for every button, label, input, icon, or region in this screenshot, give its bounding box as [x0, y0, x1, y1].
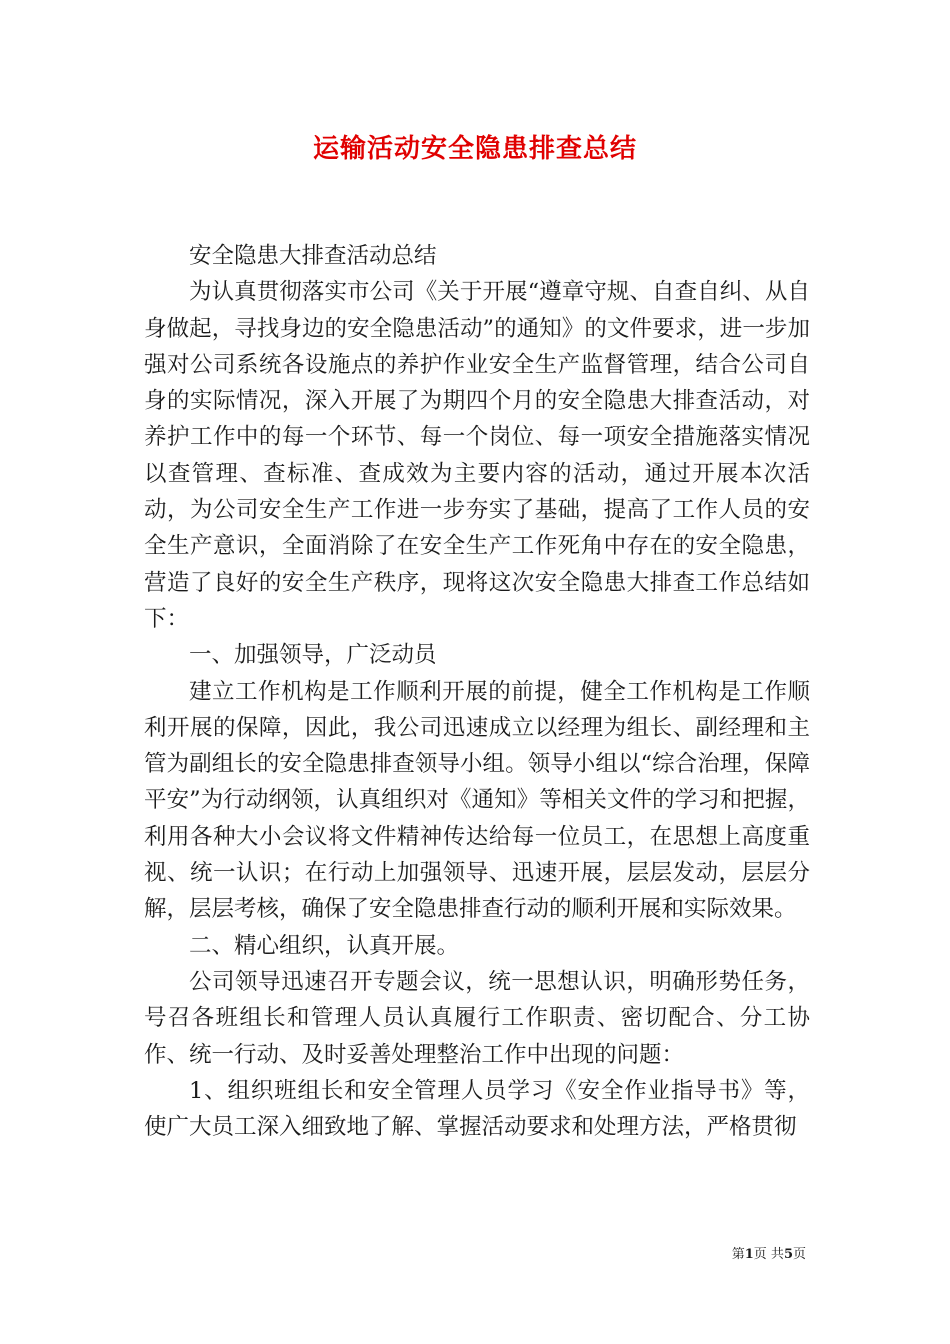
paragraph-section-1: 建立工作机构是工作顺利开展的前提，健全工作机构是工作顺利开展的保障，因此，我公司迅速成立以经理为组长、副经理和主管为副组长的安全隐患排查领导小组。领导小组以“综合治理，保障平安”为行动纲领，认真组织对《通知》等相关文件的学习和把握，利用各种大小会议将文件精神传达给每一位员工，在思想上高度重视、统一认识；在行动上加强领导、迅速开展，层层发动，层层分解，层层考核，确保了安全隐患排查行动的顺利开展和实际效果。: [144, 678, 810, 923]
paragraph-intro: 为认真贯彻落实市公司《关于开展“遵章守规、自查自纠、从自身做起，寻找身边的安全隐患活动”的通知》的文件要求，进一步加强对公司系统各设施点的养护作业安全生产监督管理，结合公司自身的实际情况，深入开展了为期四个月的安全隐患大排查活动，对养护工作中的每一个环节、每一个岗位、每一项安全措施落实情况以查管理、查标准、查成效为主要内容的活动，通过开展本次活动，为公司安全生产工作进一步夯实了基础，提高了工作人员的安全生产意识，全面消除了在安全生产工作死角中存在的安全隐患，营造了良好的安全生产秩序，现将这次安全隐患大排查工作总结如下：: [144, 279, 810, 632]
footer-prefix: 第: [731, 1247, 745, 1262]
document-title: 运输活动安全隐患排查总结: [312, 134, 637, 164]
page-number-footer: [732, 1247, 806, 1263]
document-body: [144, 238, 810, 1145]
paragraph-subtitle: 安全隐患大排查活动总结: [189, 243, 437, 269]
paragraph-item-1: 1、组织班组长和安全管理人员学习《安全作业指导书》等，使广大员工深入细致地了解、掌握活动要求和处理方法，严格贯彻: [144, 1077, 810, 1141]
footer-current-page: 1: [744, 1247, 754, 1262]
paragraph-section-2: 公司领导迅速召开专题会议，统一思想认识，明确形势任务，号召各班组长和管理人员认真履行工作职责、密切配合、分工协作、统一行动、及时妥善处理整治工作中出现的问题：: [144, 968, 810, 1068]
footer-suffix: 页: [792, 1247, 806, 1262]
section-heading-2: 二、精心组织，认真开展。: [189, 932, 460, 959]
footer-total-pages: 5: [783, 1247, 793, 1262]
section-heading-1: 一、加强领导，广泛动员: [189, 642, 437, 669]
footer-middle: 页 共: [753, 1247, 784, 1262]
